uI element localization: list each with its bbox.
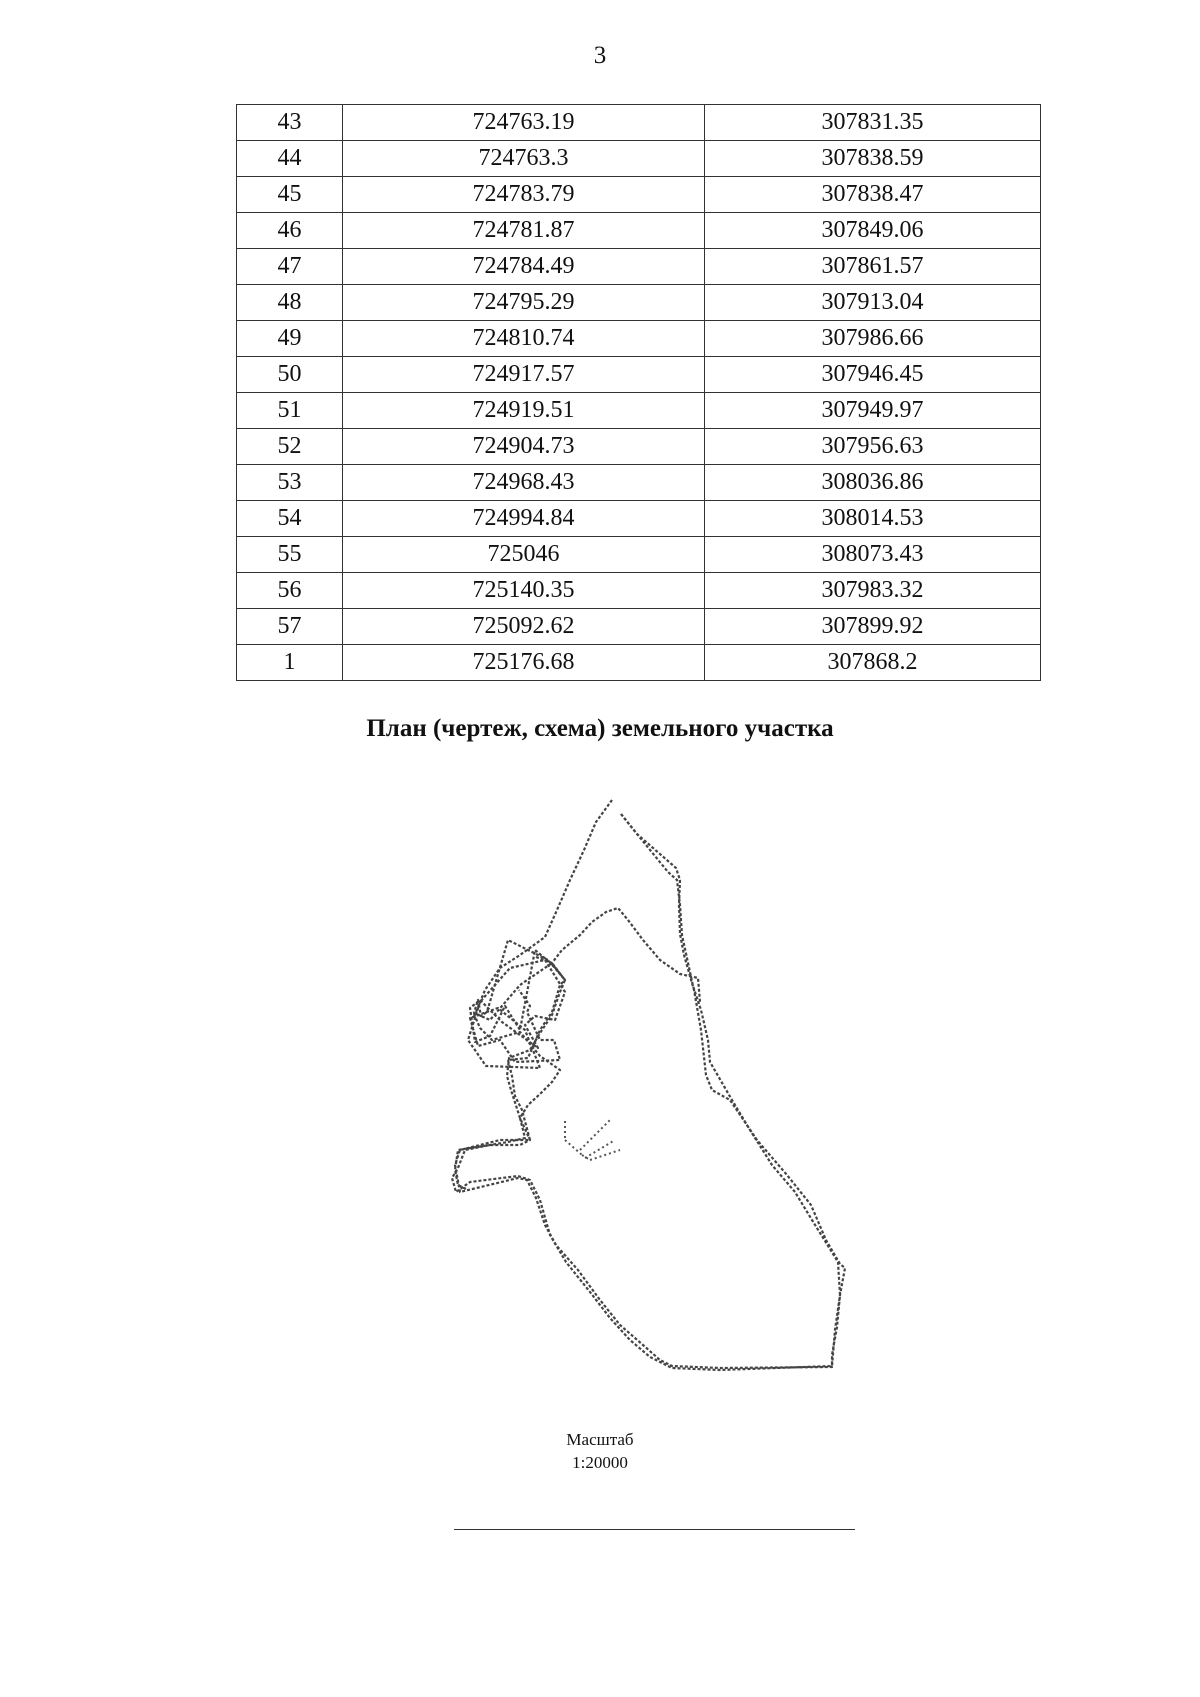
point-number-cell: 44 (237, 141, 343, 177)
x-coordinate-cell: 724784.49 (343, 249, 705, 285)
point-number-cell: 46 (237, 213, 343, 249)
scale-value: 1:20000 (572, 1453, 628, 1472)
y-coordinate-cell: 307956.63 (705, 429, 1041, 465)
plot-inner-arrows (565, 1120, 620, 1160)
x-coordinate-cell: 724795.29 (343, 285, 705, 321)
y-coordinate-cell: 307831.35 (705, 105, 1041, 141)
point-number-cell: 54 (237, 501, 343, 537)
point-number-cell: 51 (237, 393, 343, 429)
point-number-cell: 47 (237, 249, 343, 285)
x-coordinate-cell: 724781.87 (343, 213, 705, 249)
page-number: 3 (593, 42, 607, 69)
y-coordinate-cell: 307986.66 (705, 321, 1041, 357)
x-coordinate-cell: 724919.51 (343, 393, 705, 429)
y-coordinate-cell: 307983.32 (705, 573, 1041, 609)
x-coordinate-cell: 724904.73 (343, 429, 705, 465)
y-coordinate-cell: 307861.57 (705, 249, 1041, 285)
point-number-cell: 56 (237, 573, 343, 609)
y-coordinate-cell: 308036.86 (705, 465, 1041, 501)
y-coordinate-cell: 307946.45 (705, 357, 1041, 393)
x-coordinate-cell: 724994.84 (343, 501, 705, 537)
point-number-cell: 52 (237, 429, 343, 465)
scale-block (0, 1428, 1200, 1474)
scale-label: Масштаб (566, 1430, 634, 1449)
point-number-cell: 49 (237, 321, 343, 357)
x-coordinate-cell: 725092.62 (343, 609, 705, 645)
inner-hatch-4 (580, 1120, 610, 1150)
point-number-cell: 43 (237, 105, 343, 141)
point-number-cell: 48 (237, 285, 343, 321)
y-coordinate-cell: 308073.43 (705, 537, 1041, 573)
x-coordinate-cell: 724810.74 (343, 321, 705, 357)
point-number-cell: 45 (237, 177, 343, 213)
plot-boundary-inner-notch (536, 908, 700, 1002)
x-coordinate-cell: 724968.43 (343, 465, 705, 501)
x-coordinate-cell: 724917.57 (343, 357, 705, 393)
point-number-cell: 1 (237, 645, 343, 681)
y-coordinate-cell: 307913.04 (705, 285, 1041, 321)
y-coordinate-cell: 307899.92 (705, 609, 1041, 645)
x-coordinate-cell: 724783.79 (343, 177, 705, 213)
x-coordinate-cell: 724763.3 (343, 141, 705, 177)
y-coordinate-cell: 307838.47 (705, 177, 1041, 213)
point-number-cell: 50 (237, 357, 343, 393)
x-coordinate-cell: 725140.35 (343, 573, 705, 609)
point-number-cell: 53 (237, 465, 343, 501)
point-number-cell: 55 (237, 537, 343, 573)
x-coordinate-cell: 725176.68 (343, 645, 705, 681)
y-coordinate-cell: 307838.59 (705, 141, 1041, 177)
y-coordinate-cell: 308014.53 (705, 501, 1041, 537)
plot-boundary-outline (455, 814, 840, 1368)
point-number-cell: 57 (237, 609, 343, 645)
plot-boundary-main (452, 814, 845, 1370)
plot-boundary-west-lobe (455, 1014, 560, 1190)
x-coordinate-cell: 725046 (343, 537, 705, 573)
plan-title: План (чертеж, схема) земельного участка (366, 715, 834, 742)
plot-boundary (452, 800, 845, 1370)
y-coordinate-cell: 307949.97 (705, 393, 1041, 429)
signature-line (454, 1529, 855, 1530)
x-coordinate-cell: 724763.19 (343, 105, 705, 141)
inner-hatch-2 (565, 1140, 582, 1155)
y-coordinate-cell: 307868.2 (705, 645, 1041, 681)
y-coordinate-cell: 307849.06 (705, 213, 1041, 249)
inner-hatch-5 (585, 1140, 615, 1158)
